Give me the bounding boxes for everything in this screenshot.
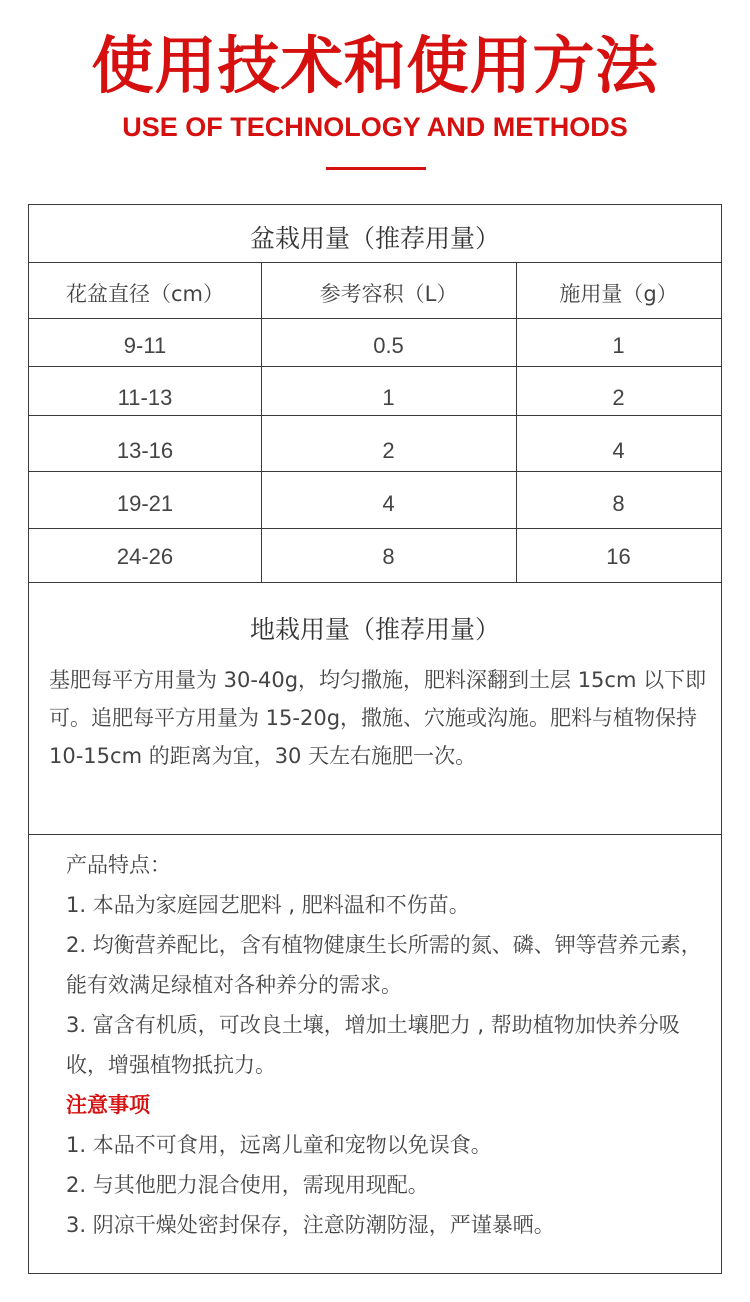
divider [29,834,721,835]
divider [29,366,721,367]
notice-title: 注意事项 [66,1093,150,1117]
features-title: 产品特点： [66,853,171,877]
notice-item: 3. 阴凉干燥处密封保存，注意防潮防湿，严谨暴晒。 [66,1213,555,1237]
table-cell: 13-16 [116,438,174,463]
divider [29,582,721,583]
table-cell: 4 [612,438,625,463]
table-cell: 19-21 [116,491,174,516]
notice-item: 2. 与其他肥力混合使用，需现用现配。 [66,1173,429,1197]
table-cell: 8 [382,544,395,569]
feature-item: 1. 本品为家庭园艺肥料 , 肥料温和不伤苗。 [66,893,470,917]
ground-section-text: 基肥每平方用量为 30-40g，均匀撒施，肥料深翻到土层 15cm 以下即可。追肥每平方用量为 15-20g，撒施、穴施或沟施。肥料与植物保持 10-15cm 的距离为宜，30 天左右施肥一次。 [49,668,707,768]
notice-item: 1. 本品不可食用，远离儿童和宠物以免误食。 [66,1133,492,1157]
divider [29,262,721,263]
table-cell: 1 [612,333,625,358]
ground-section-title: 地栽用量（推荐用量） [249,615,500,644]
table-cell: 8 [612,491,625,516]
page-subtitle: USE OF TECHNOLOGY AND METHODS [122,112,628,142]
table-cell: 4 [382,491,395,516]
feature-item: 3. 富含有机质，可改良土壤，增加土壤肥力 , 帮助植物加快养分吸收，增强植物抵抗力。 [66,1013,680,1077]
page-title: 使用技术和使用方法 [91,29,659,102]
title-divider [326,167,426,170]
column-header-amount: 施用量（g） [559,282,678,306]
table-cell: 16 [606,544,631,569]
table-cell: 9-11 [123,333,167,358]
divider [29,528,721,529]
divider [29,471,721,472]
divider [261,262,262,582]
table-cell: 11-13 [117,385,173,410]
table-cell: 24-26 [116,544,174,569]
content-box [28,204,722,1274]
divider [29,415,721,416]
column-header-diameter: 花盆直径（cm） [65,282,224,306]
divider [29,318,721,319]
table-cell: 2 [382,438,395,463]
pot-section-title: 盆栽用量（推荐用量） [249,224,500,253]
features-block [66,845,706,1245]
feature-item: 2. 均衡营养配比，含有植物健康生长所需的氮、磷、钾等营养元素，能有效满足绿植对各种养分的需求。 [66,933,702,997]
table-cell: 2 [612,385,625,410]
column-header-volume: 参考容积（L） [319,282,458,306]
divider [516,262,517,582]
table-cell: 0.5 [373,333,404,358]
table-cell: 1 [382,385,395,410]
